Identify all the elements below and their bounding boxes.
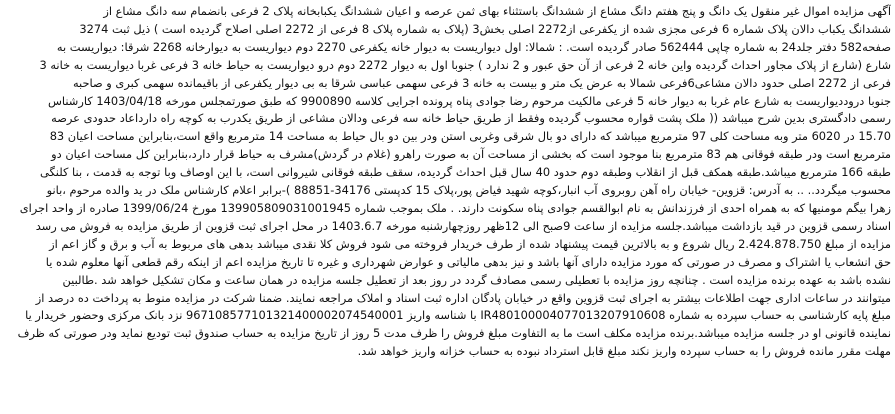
- notice-line: ششدانگ یکباب دالان پلاک شماره 6 فرعی مجزی شده از یکفرعی از2272 اصلی بخش3 (پلاک به شماره پلاک 8 فرعی از 2272 اصلی اصلاح گردیده است ) ذیل ثبت 3274: [79, 21, 891, 36]
- notice-line: مهلت مقرر مانده فروش را به حساب سپرده واریز نکند مبلغ قابل استرداد نبوده به حساب خزانه واریز خواهد شد.: [357, 344, 891, 359]
- auction-notice-text: [4, 3, 891, 408]
- notice-line: اسناد رسمی قزوین در قید بازداشت میباشد.جلسه مزایده از ساعت 9صبح الی 12ظهر روزچهارشنبه مورخه 1403.6.7 در محل اجرای ثبت قزوین از طریق مزایده به فروش می رسد: [35, 218, 891, 233]
- notice-line: نشده باشد به عهده برنده مزایده است . چنانچه روز مزایده با تعطیلی رسمی مصادف گردد در روز بعد از تعطیل جلسه مزایده در همان ساعت و مکان تشکیل خواهد شد .طالبین: [62, 272, 891, 287]
- notice-line: حق انشعاب یا اشتراک و مصرف در صورتی که مورد مزایده دارای آنها باشد و نیز بدهی مالیاتی و عوارض شهرداری و غیره تا تاریخ مزایده اعم از اینکه رقم قطعی آنها معلوم شده یا: [45, 254, 891, 269]
- notice-line: آگهی مزایده اموال غیر منقول یک دانگ و پنج هفتم دانگ مشاع از ششدانگ باستثناء بهای ثمن عرصه و اعیان ششدانگ یکبابخانه پلاک 2 فرعی بانضمام سه دانگ مشاع از: [103, 4, 891, 18]
- notice-line: نماینده قانونی او در جلسه مزایده میباشد.برنده مزایده مکلف است ما به التفاوت مبلغ فروش را ظرف مدت 5 روز از تاریخ مزایده به حساب صندوق ثبت تودیع نماید ودر صورتی که ظرف: [17, 326, 891, 341]
- notice-line: مزایده از مبلغ 2.424.878.750 ریال شروع و به بالاترین قیمت پیشنهاد شده از طرف خریدار فروخته می شود فروش کلا نقدی میباشد بدهی های مربوط به آب و برق و گاز اعم از: [49, 236, 891, 251]
- notice-line: محسوب میگردد.. .. به آدرس: قزوین- خیابان راه آهن روبروی آب انبار،کوچه شهید فیاض پور،پلاک 15 کدپستی 34176-88851 )-برابر اعلام کارشناس ملک در ید والده مرحوم ،بانو: [46, 183, 891, 198]
- notice-line: جنوبا دروددیواریست به شارع عام غربا به دیوار خانه 5 فرعی مالکیت مرحوم رضا جوادی پناه پرونده اجرایی کلاسه 9900890 که طبق صورتمجلس مورخه 1403/04/18 کارشناس: [47, 93, 891, 108]
- notice-line: زهرا بیگم مومنیها که به همراه احدی از فرزندانش به نام ابوالقسم جوادی پناه سکونت دارند. . ملک بموجب شماره 139905809031001945 مورخ 1399/06/24 صادره از واحد اجرای: [19, 200, 891, 215]
- notice-line: مترمربع است ودر طبقه فوقانی هم 83 مترمربع بنا موجود است که بخشی از مساحت آن به صورت راهرو (غلام در گردش)مشرف به حیاط قرار دارد،بنابراین کل مساحت اعیان دو: [51, 147, 891, 162]
- notice-line: مبلغ پایه کارشناسی به حساب سپرده به شماره IR480100004077013207910608 با شناسه واریز 967108577101321400002074540001 نزد بانک مرکزی وحضور خریدار یا: [25, 308, 891, 323]
- notice-line: فرعی از 2272 اصلی حدود دالان مشاعی6فرعی شمالا به عرض یک متر و بیست به خانه 3 فرعی سهمی عباسی شرقا به بی دیوار یکفرعی از باقیمانده سهمی کبری و صاحبه: [72, 75, 891, 90]
- notice-line: میتوانند در ساعات اداری جهت اطلاعات بیشتر به اجرای ثبت قزوین واقع در خیابان پادگان اداره ثبت اسناد و املاک مراجعه نمایند. ضمنا شرکت در مزایده منوط به پرداخت ده درصد از: [35, 290, 891, 305]
- notice-line: شارع (شارع از پلاک مجاور احداث گردیده واین خانه 2 فرعی از آن حق عبور و 2 ندارد ) جنوبا اول به دیوار 2272 دوم درو دیواریست به حیاط خانه 3 فرعی غربا دیواریست به خانه 3: [39, 57, 891, 72]
- notice-line: طبقه 166 مترمربع میباشد.طبقه همکف قبل از انقلاب وطبقه دوم حدود 40 سال قبل احداث گردیده، سقف طبقه فوقانی شیروانی است، با این اوصاف وبا توجه به قدمت ، بنا کلنگی: [40, 165, 891, 180]
- notice-line: رسمی دادگستری بدین شرح میباشد (( ملک پشت قواره محسوب گردیده وفقط از طریق حیاط خانه سه فرعی ودالان مشاعی از طریق یکدرب به کوچه راه دارداعاد حدودی عرصه: [51, 111, 891, 126]
- notice-line: صفحه582 دفتر جلد24 به شماره چاپی 562444 صادر گردیده است. : شمالا: اول دیواریست به دیوار خانه یکفرعی 2270 دوم دیواریست به دیوارخانه 2268 شرقا: دیواریست به: [56, 39, 891, 54]
- notice-line: 15.70 در 6020 متر وبه مساحت کلی 97 مترمربع میباشد که دارای دو بال شرقی وغربی استن ودر بین دو بال حیاط به مساحت 14 مترمربع واقع است،بنابراین مساحت اعیان 83: [49, 129, 891, 144]
